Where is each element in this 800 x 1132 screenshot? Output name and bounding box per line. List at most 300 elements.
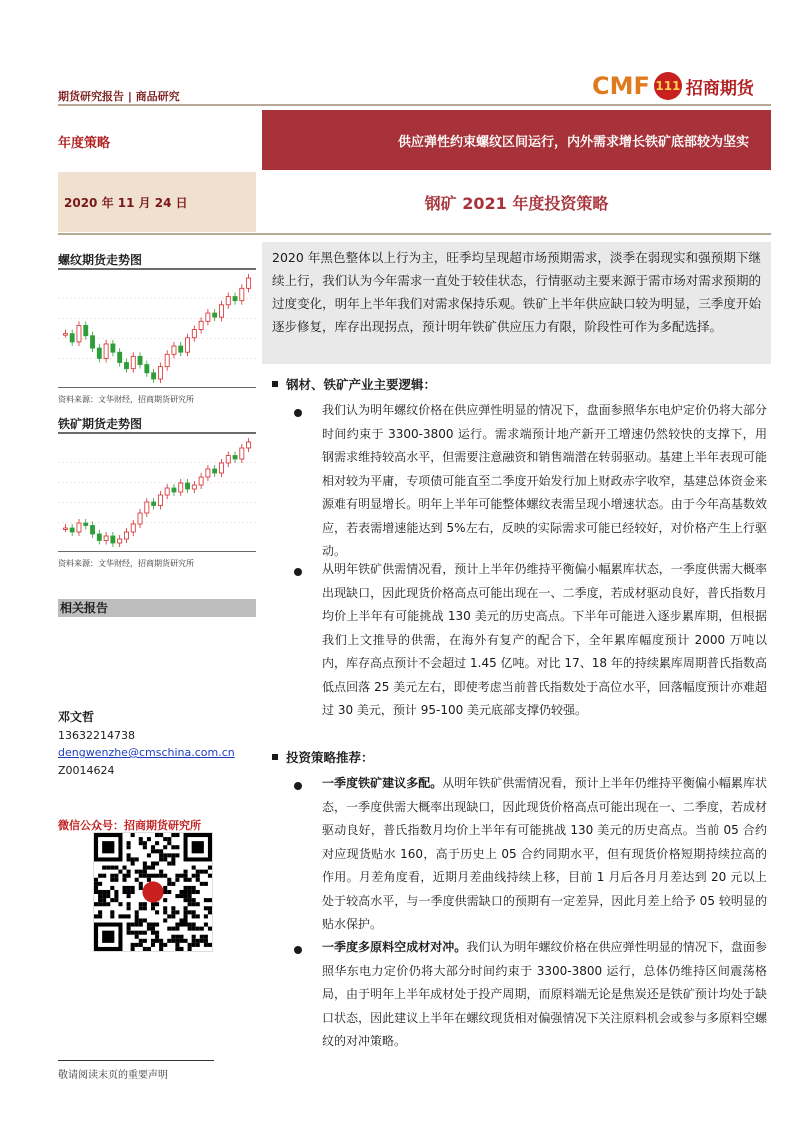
qr-module (131, 923, 135, 927)
candle-body (158, 495, 162, 506)
qr-module (139, 923, 143, 927)
qr-module (127, 923, 131, 927)
qr-module (127, 894, 131, 898)
qr-module (139, 886, 143, 890)
qr-module (127, 857, 131, 861)
qr-module (143, 845, 147, 849)
qr-module (196, 874, 200, 878)
qr-module (106, 894, 110, 898)
logo-company-name: 招商期货 (685, 78, 754, 99)
candle-body (165, 354, 169, 366)
qr-module (188, 943, 192, 947)
candle-body (152, 502, 156, 506)
qr-module (106, 890, 110, 894)
qr-module (143, 947, 147, 951)
qr-module (175, 845, 179, 849)
candle-body (192, 485, 196, 489)
qr-module (184, 914, 188, 918)
qr-module (135, 870, 139, 874)
section-heading-text: 钢材、铁矿产业主要逻辑： (286, 377, 437, 392)
qr-module (98, 874, 102, 878)
candle-body (104, 536, 108, 541)
qr-module (200, 927, 204, 931)
qr-module (204, 898, 208, 902)
qr-module (106, 902, 110, 906)
qr-module (188, 927, 192, 931)
iron-ore-chart-title: 铁矿期货走势图 (58, 417, 143, 431)
iron-ore-chart (58, 432, 256, 552)
qr-module (163, 857, 167, 861)
qr-module (204, 935, 208, 939)
qr-module (102, 866, 106, 870)
qr-module (171, 939, 175, 943)
qr-module (118, 870, 122, 874)
qr-module (188, 886, 192, 890)
candle-body (247, 278, 251, 288)
qr-module (204, 939, 208, 943)
qr-module (184, 918, 188, 922)
qr-module (196, 902, 200, 906)
qr-module (167, 914, 171, 918)
qr-module (179, 918, 183, 922)
qr-module (147, 837, 151, 841)
candle-body (77, 325, 81, 341)
qr-module (167, 841, 171, 845)
qr-module (167, 878, 171, 882)
qr-module (163, 918, 167, 922)
qr-module (139, 837, 143, 841)
qr-module (155, 935, 159, 939)
author-email-link[interactable]: dengwenzhe@cmschina.com.cn (58, 746, 235, 759)
qr-module (167, 939, 171, 943)
qr-module (167, 861, 171, 865)
qr-module (171, 845, 175, 849)
qr-module (131, 857, 135, 861)
candle-body (91, 336, 95, 348)
qr-module (151, 927, 155, 931)
qr-module (151, 902, 155, 906)
qr-module (143, 841, 147, 845)
qr-module (106, 866, 110, 870)
qr-module (131, 943, 135, 947)
strategy-text: 从明年铁矿供需情况看，预计上半年仍维持平衡偏小幅累库状态，一季度供需大概率出现缺口，因此现货价格高点可能出现在一、二季度，若成材驱动良好，普氏指数月均价上半年有可能挑战 130 美元的历史高点。当前 05 合约对应现货贴水 160，高于历史上 05 合约同期水平，但有现货价格短期持续拉高的作用。月差角度看，近期月差曲线持续上移，目前 1 月后各月月差达到 20 元以上处于较高水平，与一季度供需缺口的预期有一定差异，因此月差上给予 05 较明显的贴水保护。 (322, 776, 767, 931)
qr-module (102, 894, 106, 898)
qr-module (151, 931, 155, 935)
qr-module (139, 943, 143, 947)
qr-module (102, 874, 106, 878)
qr-module (147, 866, 151, 870)
candle-body (97, 534, 101, 541)
qr-module (110, 874, 114, 878)
qr-module (200, 939, 204, 943)
qr-module (159, 943, 163, 947)
author-name: 邓文哲 (58, 710, 95, 724)
qr-module (147, 923, 151, 927)
qr-module (139, 870, 143, 874)
qr-module (179, 947, 183, 951)
qr-module (159, 833, 163, 837)
qr-module (98, 890, 102, 894)
qr-module (131, 861, 135, 865)
qr-module (114, 878, 118, 882)
qr-code-icon (94, 833, 212, 951)
qr-module (159, 939, 163, 943)
qr-module (167, 927, 171, 931)
paragraph-strategy-iron-ore (322, 772, 767, 937)
qr-module (175, 943, 179, 947)
candle-body (206, 469, 210, 477)
footer-disclaimer: 敬请阅读末页的重要声明 (58, 1070, 168, 1081)
qr-module (171, 833, 175, 837)
qr-module (196, 890, 200, 894)
qr-module (192, 914, 196, 918)
candle-body (226, 297, 230, 305)
qr-module (175, 910, 179, 914)
qr-module (188, 890, 192, 894)
qr-module (143, 866, 147, 870)
qr-module (188, 902, 192, 906)
qr-module (179, 939, 183, 943)
qr-module (127, 931, 131, 935)
qr-module (196, 943, 200, 947)
headline-banner: 供应弹性约束螺纹区间运行，内外需求增长铁矿底部较为坚实 (262, 110, 771, 170)
qr-module (184, 898, 188, 902)
qr-module (127, 874, 131, 878)
qr-module (139, 841, 143, 845)
qr-module (163, 910, 167, 914)
qr-module (204, 906, 208, 910)
qr-module (131, 890, 135, 894)
qr-module (155, 910, 159, 914)
qr-module (135, 918, 139, 922)
qr-module (192, 890, 196, 894)
qr-module (200, 882, 204, 886)
candle-body (179, 483, 183, 492)
qr-module (98, 882, 102, 886)
paragraph-iron-ore-logic: 从明年铁矿供需情况看，预计上半年仍维持平衡偏小幅累库状态，一季度供需大概率出现缺口，因此现货价格高点可能出现在一、二季度，若成材驱动良好，普氏指数月均价上半年有可能挑战 130 美元的历史高点。下半年可能进入逐步累库期，但根据我们上文推导的供需，在海外有复产的配合下，全年累库幅度预计 2000 万吨以内，库存高点预计不会超过 1.45 亿吨。对比 17、18 年的持续累库周期普氏指数高低点回落 25 美元左右，即使考虑当前普氏指数处于高位水平，回落幅度预计亦难超过 30 美元，预计 95-100 美元底部支撑仍较强。 (322, 562, 767, 717)
qr-module (184, 886, 188, 890)
logo-emblem-icon: 111 (654, 72, 682, 100)
qr-module (196, 939, 200, 943)
qr-module (192, 910, 196, 914)
candle-body (219, 305, 223, 317)
qr-module (196, 914, 200, 918)
qr-module (143, 906, 147, 910)
qr-module (159, 947, 163, 951)
qr-module (204, 870, 208, 874)
qr-module (184, 870, 188, 874)
qr-module (192, 939, 196, 943)
candle-body (138, 513, 142, 524)
qr-module (94, 882, 98, 886)
qr-module (114, 866, 118, 870)
qr-module (131, 947, 135, 951)
rebar-chart-svg (58, 270, 256, 387)
candle-body (247, 442, 251, 448)
qr-module (143, 870, 147, 874)
logo-latin: CMF (592, 72, 650, 100)
qr-finder (102, 841, 114, 853)
qr-module (188, 923, 192, 927)
qr-module (114, 894, 118, 898)
candle-body (233, 297, 237, 301)
qr-module (175, 923, 179, 927)
report-date: 2020 年 11 月 24 日 (64, 196, 188, 210)
qr-module (196, 927, 200, 931)
qr-module (171, 861, 175, 865)
qr-module (192, 927, 196, 931)
qr-module (127, 890, 131, 894)
qr-module (159, 874, 163, 878)
qr-module (204, 882, 208, 886)
qr-module (110, 898, 114, 902)
paragraph-rebar-logic: 我们认为明年螺纹价格在供应弹性明显的情况下，盘面参照华东电炉定价仍将大部分时间约束于 3300-3800 运行。需求端预计地产新开工增速仍然较快的支撑下，用钢需求维持较高水平，但需要注意融资和销售端潜在转弱驱动。基建上半年表现可能相对较为平庸，专项债可能直至二季度开始发行加上财政赤字收窄，基建总体资金来源难有明显增长。明年上半年可能整体螺纹表需呈现小增速状态。由于今年高基数效应，若表需增速能达到 5%左右，反映的实际需求可能已经较好，对价格产生上行驱动。 (322, 403, 767, 558)
qr-module (147, 927, 151, 931)
candle-body (131, 524, 135, 532)
qr-module (175, 894, 179, 898)
qr-module (94, 878, 98, 882)
iron-ore-chart-source: 资料来源：文华财经，招商期货研究所 (58, 559, 194, 568)
candle-body (97, 348, 101, 358)
qr-module (167, 837, 171, 841)
candle-body (186, 338, 190, 352)
candle-body (186, 483, 190, 489)
qr-module (184, 878, 188, 882)
qr-module (122, 874, 126, 878)
qr-module (171, 935, 175, 939)
qr-module (179, 894, 183, 898)
qr-module (135, 910, 139, 914)
qr-module (139, 882, 143, 886)
qr-module (155, 923, 159, 927)
qr-module (184, 923, 188, 927)
qr-module (163, 943, 167, 947)
qr-module (122, 914, 126, 918)
iron-ore-chart-svg (58, 434, 256, 551)
bullet-icon (294, 568, 302, 576)
qr-module (139, 902, 143, 906)
qr-module (188, 894, 192, 898)
section-heading-logic (272, 375, 436, 393)
candle-body (179, 346, 183, 352)
qr-module (208, 943, 212, 947)
qr-module (143, 918, 147, 922)
qr-module (155, 841, 159, 845)
qr-module (163, 874, 167, 878)
wechat-qr-code[interactable] (93, 832, 213, 952)
qr-module (127, 902, 131, 906)
qr-module (155, 849, 159, 853)
header-divider (58, 104, 771, 106)
qr-module (151, 845, 155, 849)
qr-module (114, 874, 118, 878)
qr-module (184, 874, 188, 878)
footer-divider (58, 1060, 214, 1061)
candle-body (91, 526, 95, 535)
page-title: 钢矿 2021 年度投资策略 (424, 193, 609, 213)
qr-module (110, 866, 114, 870)
qr-module (175, 874, 179, 878)
candle-body (199, 321, 203, 329)
candle-body (111, 344, 115, 352)
candle-body (145, 502, 149, 513)
category-box (58, 110, 256, 170)
candle-body (172, 346, 176, 354)
bullet-icon (294, 409, 302, 417)
section-heading-strategy (272, 748, 374, 766)
qr-module (184, 939, 188, 943)
qr-module (192, 902, 196, 906)
qr-module (143, 931, 147, 935)
qr-module (208, 866, 212, 870)
qr-module (208, 906, 212, 910)
qr-module (110, 886, 114, 890)
qr-center-logo (142, 881, 163, 902)
qr-module (118, 902, 122, 906)
qr-module (175, 939, 179, 943)
qr-module (175, 878, 179, 882)
qr-module (151, 939, 155, 943)
qr-module (179, 935, 183, 939)
qr-module (184, 890, 188, 894)
qr-module (155, 902, 159, 906)
qr-module (155, 874, 159, 878)
qr-module (171, 882, 175, 886)
category-label: 年度策略 (58, 136, 111, 151)
candle-body (165, 488, 169, 495)
qr-module (171, 853, 175, 857)
qr-module (167, 882, 171, 886)
paragraph-strategy-hedge (322, 936, 767, 1054)
candle-body (77, 523, 81, 532)
qr-module (127, 841, 131, 845)
qr-module (131, 886, 135, 890)
qr-module (175, 927, 179, 931)
qr-module (159, 853, 163, 857)
qr-module (135, 943, 139, 947)
qr-module (143, 874, 147, 878)
qr-module (127, 886, 131, 890)
qr-module (175, 935, 179, 939)
date-box (58, 172, 256, 232)
strategy-text: 我们认为明年螺纹价格在供应弹性明显的情况下，盘面参照华东电力定价仍将大部分时间约束于 3300-3800 运行，总体仍维持区间震荡格局，由于明年上半年成材处于投产周期，而原料端无论是焦炭还是铁矿预计均处于缺口状态，因此建议上半年在螺纹现货相对偏强情况下关注原料机会或参与多原料空螺纹的对冲策略。 (322, 940, 767, 1048)
qr-module (167, 853, 171, 857)
qr-module (147, 853, 151, 857)
bullet-icon (294, 782, 302, 790)
qr-module (192, 886, 196, 890)
qr-module (151, 861, 155, 865)
qr-module (135, 931, 139, 935)
qr-module (171, 910, 175, 914)
qr-module (131, 833, 135, 837)
author-license-id: Z0014624 (58, 764, 115, 777)
qr-module (192, 935, 196, 939)
qr-module (155, 833, 159, 837)
candle-body (63, 528, 67, 530)
qr-module (135, 914, 139, 918)
candle-body (70, 528, 74, 532)
qr-module (127, 853, 131, 857)
qr-module (188, 910, 192, 914)
qr-finder (192, 841, 204, 853)
candle-body (138, 356, 142, 364)
candle-body (158, 367, 162, 379)
qr-module (163, 906, 167, 910)
report-type-label: 期货研究报告 | 商品研究 (58, 90, 180, 103)
qr-module (208, 874, 212, 878)
qr-module (163, 845, 167, 849)
qr-module (171, 914, 175, 918)
candle-body (172, 488, 176, 492)
qr-module (114, 898, 118, 902)
qr-module (163, 898, 167, 902)
candle-body (124, 363, 128, 369)
qr-module (179, 923, 183, 927)
candle-body (70, 334, 74, 342)
candle-body (124, 532, 128, 539)
abstract-summary: 2020 年黑色整体以上行为主，旺季均呈现超市场预期需求，淡季在弱现实和强预期下继续上行，我们认为今年需求一直处于较佳状态，行情驱动主要来源于需市场对需求预期的过度变化，明年上半年我们对需求保持乐观。铁矿上半年供应缺口较为明显，三季度开始逐步修复，库存出现拐点，预计明年铁矿供应压力有限，阶段性可作为多配选择。 (262, 242, 771, 364)
candle-body (219, 463, 223, 473)
qr-module (127, 914, 131, 918)
related-reports-header: 相关报告 (58, 599, 256, 617)
section-heading-text: 投资策略推荐： (286, 750, 374, 765)
candle-body (206, 313, 210, 321)
qr-module (139, 918, 143, 922)
qr-module (159, 849, 163, 853)
qr-module (151, 906, 155, 910)
qr-module (192, 874, 196, 878)
wechat-account: 微信公众号：招商期货研究所 (58, 819, 201, 832)
qr-module (200, 935, 204, 939)
qr-module (171, 857, 175, 861)
rebar-chart-source: 资料来源：文华财经，招商期货研究所 (58, 395, 194, 404)
qr-module (139, 906, 143, 910)
candle-body (199, 477, 203, 485)
qr-module (122, 890, 126, 894)
candle-body (84, 523, 88, 526)
qr-module (151, 943, 155, 947)
qr-module (196, 870, 200, 874)
qr-module (98, 914, 102, 918)
qr-module (192, 923, 196, 927)
candle-body (131, 356, 135, 368)
bullet-icon (294, 946, 302, 954)
candle-body (118, 352, 122, 362)
candle-body (63, 334, 67, 336)
qr-module (184, 894, 188, 898)
candle-body (213, 469, 217, 473)
qr-module (151, 874, 155, 878)
qr-module (184, 906, 188, 910)
qr-module (155, 861, 159, 865)
qr-module (163, 853, 167, 857)
qr-module (208, 927, 212, 931)
qr-module (122, 866, 126, 870)
qr-module (188, 898, 192, 902)
qr-module (151, 866, 155, 870)
qr-module (122, 886, 126, 890)
qr-module (179, 874, 183, 878)
qr-module (163, 890, 167, 894)
qr-module (139, 874, 143, 878)
candle-body (145, 365, 149, 373)
qr-module (175, 833, 179, 837)
author-phone: 13632214738 (58, 729, 135, 742)
qr-module (151, 849, 155, 853)
candle-body (213, 313, 217, 317)
qr-module (175, 947, 179, 951)
strategy-lead: 一季度铁矿建议多配。 (322, 776, 443, 790)
